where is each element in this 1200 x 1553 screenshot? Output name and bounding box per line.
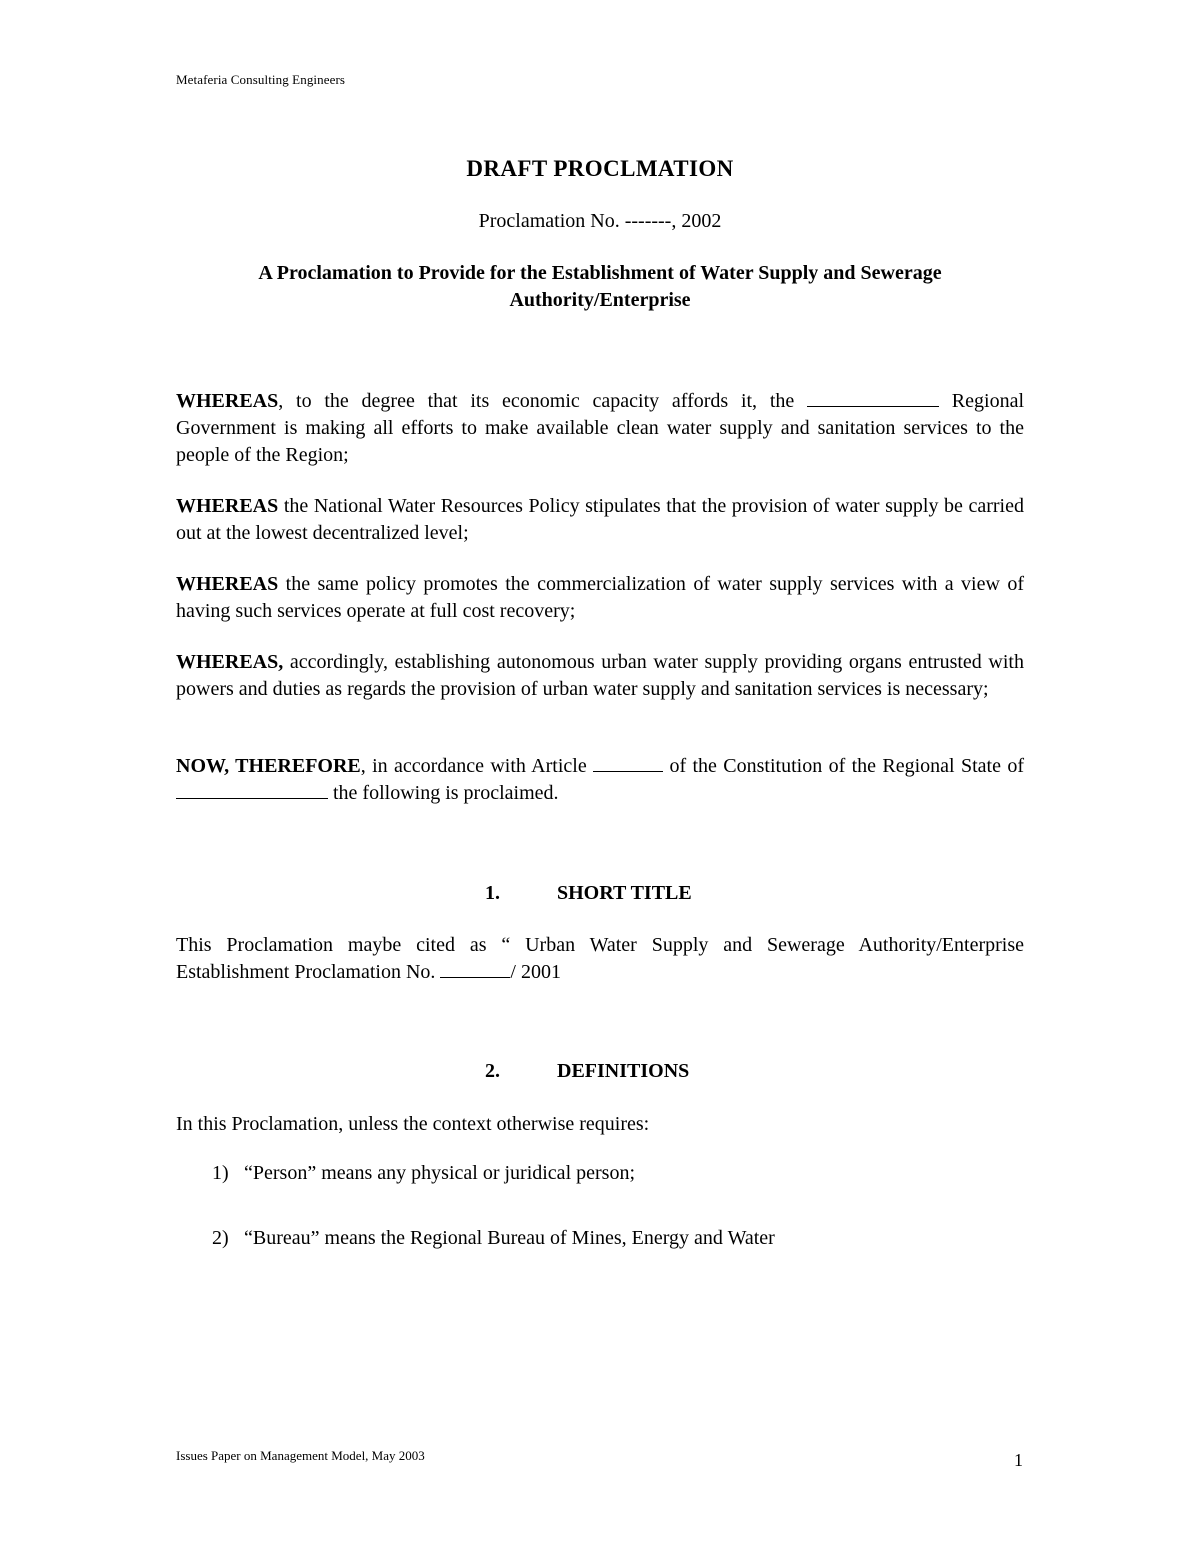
definition-number: 2) bbox=[212, 1227, 229, 1249]
whereas-keyword: WHEREAS bbox=[176, 495, 279, 517]
paragraph-text: the following is proclaimed. bbox=[333, 782, 559, 804]
now-therefore-keyword: NOW, THEREFORE bbox=[176, 755, 361, 777]
subtitle-line-1: A Proclamation to Provide for the Establishment of Water Supply and Sewerage bbox=[258, 262, 942, 284]
whereas-keyword: WHEREAS, bbox=[176, 651, 284, 673]
section-1-number: 1. bbox=[485, 882, 500, 904]
subtitle-line-2: Authority/Enterprise bbox=[509, 289, 691, 311]
regional-state-blank bbox=[176, 781, 328, 799]
section-2-heading: DEFINITIONS bbox=[557, 1060, 690, 1082]
preamble-paragraph-3 bbox=[176, 571, 1024, 625]
document-title: DRAFT PROCLMATION bbox=[466, 156, 734, 181]
definition-text: “Bureau” means the Regional Bureau of Mines, Energy and Water bbox=[244, 1227, 775, 1249]
section-2-intro: In this Proclamation, unless the context otherwise requires: bbox=[176, 1113, 650, 1135]
paragraph-text: accordingly, establishing autonomous urban water supply providing organs entrusted with powers and duties as regards the provision of urban water supply and sanitation services is necessary; bbox=[176, 651, 1024, 700]
paragraph-text: the same policy promotes the commercialization of water supply services with a view of having such services operate at full cost recovery; bbox=[176, 573, 1024, 622]
definition-item bbox=[212, 1162, 635, 1185]
running-header: Metaferia Consulting Engineers bbox=[176, 72, 346, 87]
proclamation-number-blank bbox=[440, 960, 510, 978]
section-2-number: 2. bbox=[485, 1060, 500, 1082]
paragraph-text: the National Water Resources Policy stipulates that the provision of water supply be carried out at the lowest decentralized level; bbox=[176, 495, 1024, 544]
definition-item bbox=[212, 1227, 775, 1250]
fill-in-blank bbox=[807, 389, 939, 407]
paragraph-text: , to the degree that its economic capacity affords it, the bbox=[278, 390, 795, 412]
paragraph-text: This Proclamation maybe cited as “ Urban Water Supply and Sewerage Authority/Enterprise Establishment Proclamation No. bbox=[176, 934, 1024, 983]
proclamation-number: Proclamation No. -------, 2002 bbox=[478, 210, 722, 232]
section-1-heading: SHORT TITLE bbox=[557, 882, 692, 904]
preamble-paragraph-4 bbox=[176, 649, 1024, 703]
paragraph-text: Regional Government is making all efforts to make available clean water supply and sanitation services to the people of the Region; bbox=[176, 390, 1025, 466]
section-1-text bbox=[176, 932, 1024, 986]
preamble-paragraph-2 bbox=[176, 493, 1024, 547]
enacting-clause bbox=[176, 753, 1024, 807]
paragraph-text: / 2001 bbox=[510, 961, 561, 983]
whereas-keyword: WHEREAS bbox=[176, 573, 279, 595]
preamble-paragraph-1 bbox=[176, 388, 1024, 469]
whereas-keyword: WHEREAS bbox=[176, 390, 279, 412]
definition-text: “Person” means any physical or juridical person; bbox=[244, 1162, 635, 1184]
definition-number: 1) bbox=[212, 1162, 229, 1184]
paragraph-text: of the Constitution of the Regional State of bbox=[669, 755, 1024, 777]
page-number: 1 bbox=[1014, 1450, 1023, 1470]
proclamation-subtitle bbox=[176, 260, 1024, 314]
running-footer: Issues Paper on Management Model, May 2003 bbox=[176, 1448, 425, 1463]
article-number-blank bbox=[593, 754, 663, 772]
paragraph-text: , in accordance with Article bbox=[360, 755, 587, 777]
